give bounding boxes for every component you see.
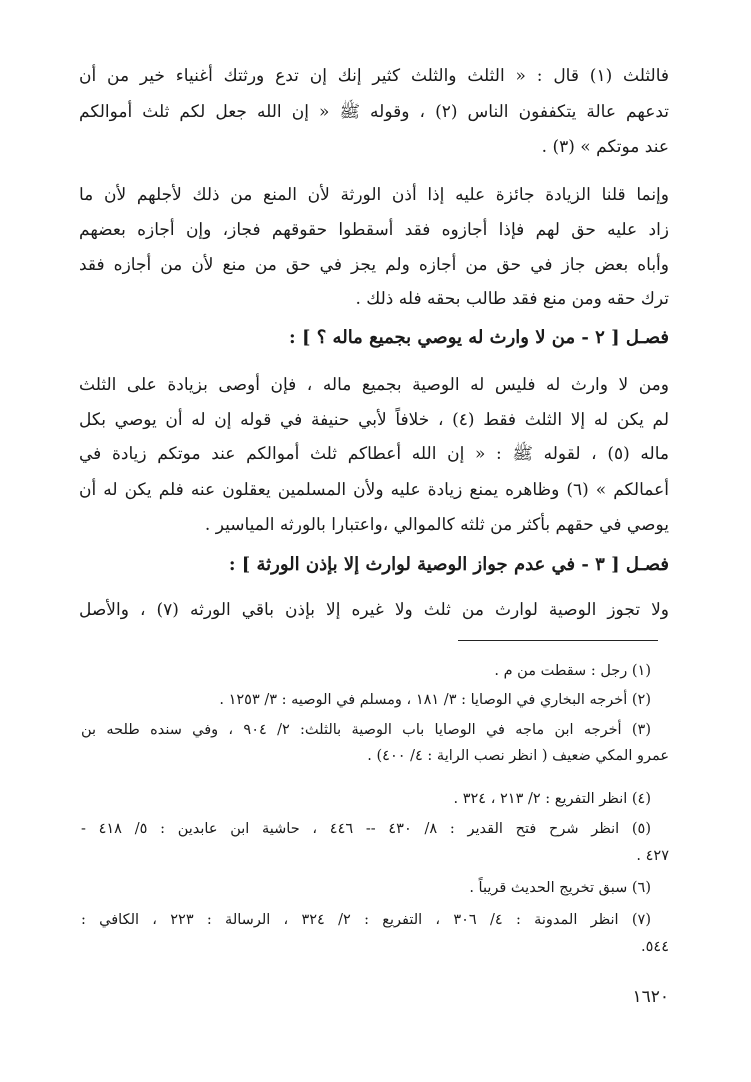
footnote-7: (٧) انظر المدونة : ٤/ ٣٠٦ ، التفريع : ٢/ ٣٢٤ ، الرسالة : ٢٢٣ ، الكافي : [81, 912, 651, 928]
footnote-2: (٢) أخرجه البخاري في الوصايا : ٣/ ١٨١ ، ومسلم في الوصيه : ٣/ ١٢٥٣ . [219, 692, 651, 708]
body-line-13: ولا تجوز الوصية لوارث من ثلث ولا غيره إلا بإذن باقي الورثه (٧) ، والأصل [79, 600, 669, 620]
footnote-separator [458, 640, 658, 641]
footnote-3: (٣) أخرجه ابن ماجه في الوصايا باب الوصية بالثلث: ٢/ ٩٠٤ ، وفي سنده طلحه بن [81, 722, 651, 738]
section-heading-3: فصـل [ ٣ - في عدم جواز الوصية لوارث إلا بإذن الورثة ] : [228, 554, 669, 575]
page-number: ١٦٢٠ [632, 987, 669, 1007]
body-line-6: وأباه بعض جاز في حق من أجازه ولم يجز في حق من منع لأن من أجازه فقد [79, 255, 669, 275]
footnote-1: (١) رجل : سقطت من م . [494, 663, 651, 679]
body-line-11: أعمالكم » (٦) وظاهره يمنع زيادة عليه ولأن المسلمين يعقلون عنه فلم يكن له أن [79, 480, 669, 500]
body-line-4: وإنما قلنا الزيادة جائزة عليه إذا أذن الورثة لأن المنع من ذلك لأجلهم لأن ما [79, 185, 669, 205]
body-line-3: عند موتكم » (٣) . [541, 137, 669, 157]
body-line-7: ترك حقه ومن منع فقد طالب بحقه فله ذلك . [355, 289, 669, 309]
section-heading-2: فصـل [ ٢ - من لا وارث له يوصي بجميع ماله ؟ ] : [289, 327, 669, 348]
body-line-5: زاد عليه حق لهم فإذا أجازوه فقد أسقطوا حقوقهم فجاز، وإن أجازه بعضهم [79, 220, 669, 240]
footnote-3-continued: عمرو المكي ضعيف ( انظر نصب الراية : ٤/ ٤٠٠) . [367, 748, 669, 764]
body-line-8: ومن لا وارث له فليس له الوصية بجميع ماله ، فإن أوصى بزيادة على الثلث [79, 375, 669, 395]
body-line-2: تدعهم عالة يتكففون الناس (٢) ، وقوله ﷺ « إن الله جعل لكم ثلث أموالكم [79, 102, 669, 122]
footnote-4: (٤) انظر التفريع : ٢/ ٢١٣ ، ٣٢٤ . [453, 791, 651, 807]
body-line-12: يوصي في حقهم بأكثر من ثلثه كالموالي ،واعتبارا بالورثه المياسير . [204, 515, 669, 535]
footnote-5-continued: ٤٢٧ . [636, 848, 669, 864]
footnote-7-continued: ٥٤٤. [641, 939, 669, 955]
footnote-6: (٦) سبق تخريج الحديث قريباً . [469, 880, 651, 896]
body-line-10: ماله (٥) ، لقوله ﷺ : « إن الله أعطاكم ثلث أموالكم عند موتكم زيادة في [79, 444, 669, 464]
body-line-9: لم يكن له إلا الثلث فقط (٤) ، خلافاً لأبي حنيفة في قوله إن له أن يوصي بكل [79, 410, 669, 430]
footnote-5: (٥) انظر شرح فتح القدير : ٨/ ٤٣٠ -- ٤٤٦ ، حاشية ابن عابدين : ٥/ ٤١٨ - [81, 821, 651, 837]
body-line-1: فالثلث (١) قال : « الثلث والثلث كثير إنك إن تدع ورثتك أغنياء خير من أن [79, 66, 669, 86]
